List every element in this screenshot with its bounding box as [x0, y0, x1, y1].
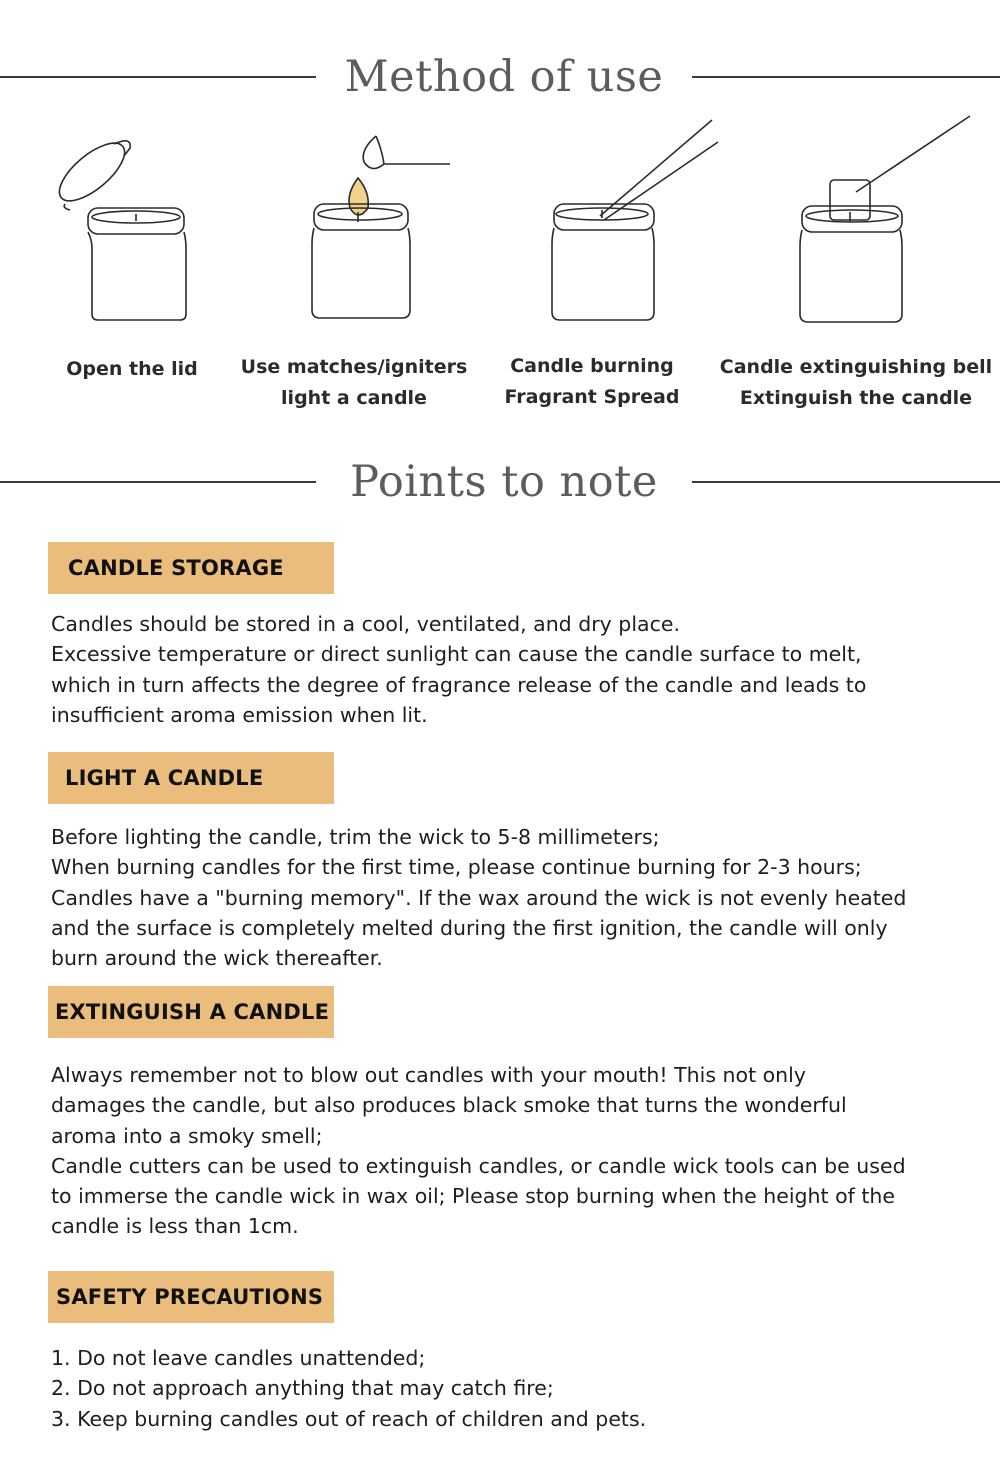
- safety-precautions-badge: [48, 1271, 334, 1323]
- candle-storage-badge: [48, 542, 334, 594]
- extinguish-bell-jar-icon: [796, 114, 976, 324]
- light-candle-jar-icon: [296, 134, 456, 326]
- method-of-use-heading-row: [0, 47, 1000, 107]
- light-a-candle-text: Before lighting the candle, trim the wick to 5-8 millimeters; When burning candles for the first time, please continue burning for 2-3 hours; Candles have a "burning memory". If the wax around the wick is not evenly heated and the surface is completely melted during the first ignition, the candle will only burn around the wick thereafter.: [51, 825, 907, 971]
- points-to-note-heading-row: [0, 452, 1000, 512]
- heading-rule-right: [692, 481, 1000, 483]
- heading-rule-right: [692, 76, 1000, 78]
- step-label-open-lid: Open the lid: [66, 358, 198, 380]
- light-a-candle-badge: [48, 752, 334, 804]
- step-label-candle-burning: Candle burning Fragrant Spread: [504, 355, 680, 408]
- step-label-extinguishing-bell: Candle extinguishing bell Extinguish the candle: [719, 356, 993, 409]
- step-label-light-candle: Use matches/igniters light a candle: [240, 356, 468, 409]
- method-of-use-heading: Method of use: [344, 52, 664, 102]
- extinguish-a-candle-badge: [48, 986, 334, 1038]
- heading-rule-left: [0, 481, 316, 483]
- points-to-note-heading: Points to note: [350, 457, 658, 507]
- section-title: SAFETY PRECAUTIONS: [56, 1285, 324, 1309]
- section-title: EXTINGUISH A CANDLE: [55, 1000, 330, 1024]
- burning-candle-jar-icon: [538, 118, 728, 322]
- safety-precautions-text: 1. Do not leave candles unattended; 2. Do not approach anything that may catch fire; 3. Keep burning candles out of reach of children and pets.: [51, 1346, 647, 1431]
- open-lid-jar-icon: [50, 128, 200, 328]
- section-title: LIGHT A CANDLE: [65, 766, 264, 790]
- extinguish-a-candle-text: Always remember not to blow out candles with your mouth! This not only damages the candle, but also produces black smoke that turns the wonderful aroma into a smoky smell; Candle cutters can be used to extinguish candles, or candle wick tools can be used to immerse the candle wick in wax oil; Please stop burning when the height of the candle is less than 1cm.: [51, 1063, 906, 1239]
- candle-storage-text: Candles should be stored in a cool, ventilated, and dry place. Excessive temperature or direct sunlight can cause the candle surface to melt, which in turn affects the degree of fragrance release of the candle and leads to insufficient aroma emission when lit.: [51, 612, 867, 727]
- section-title: CANDLE STORAGE: [68, 556, 284, 580]
- heading-rule-left: [0, 76, 316, 78]
